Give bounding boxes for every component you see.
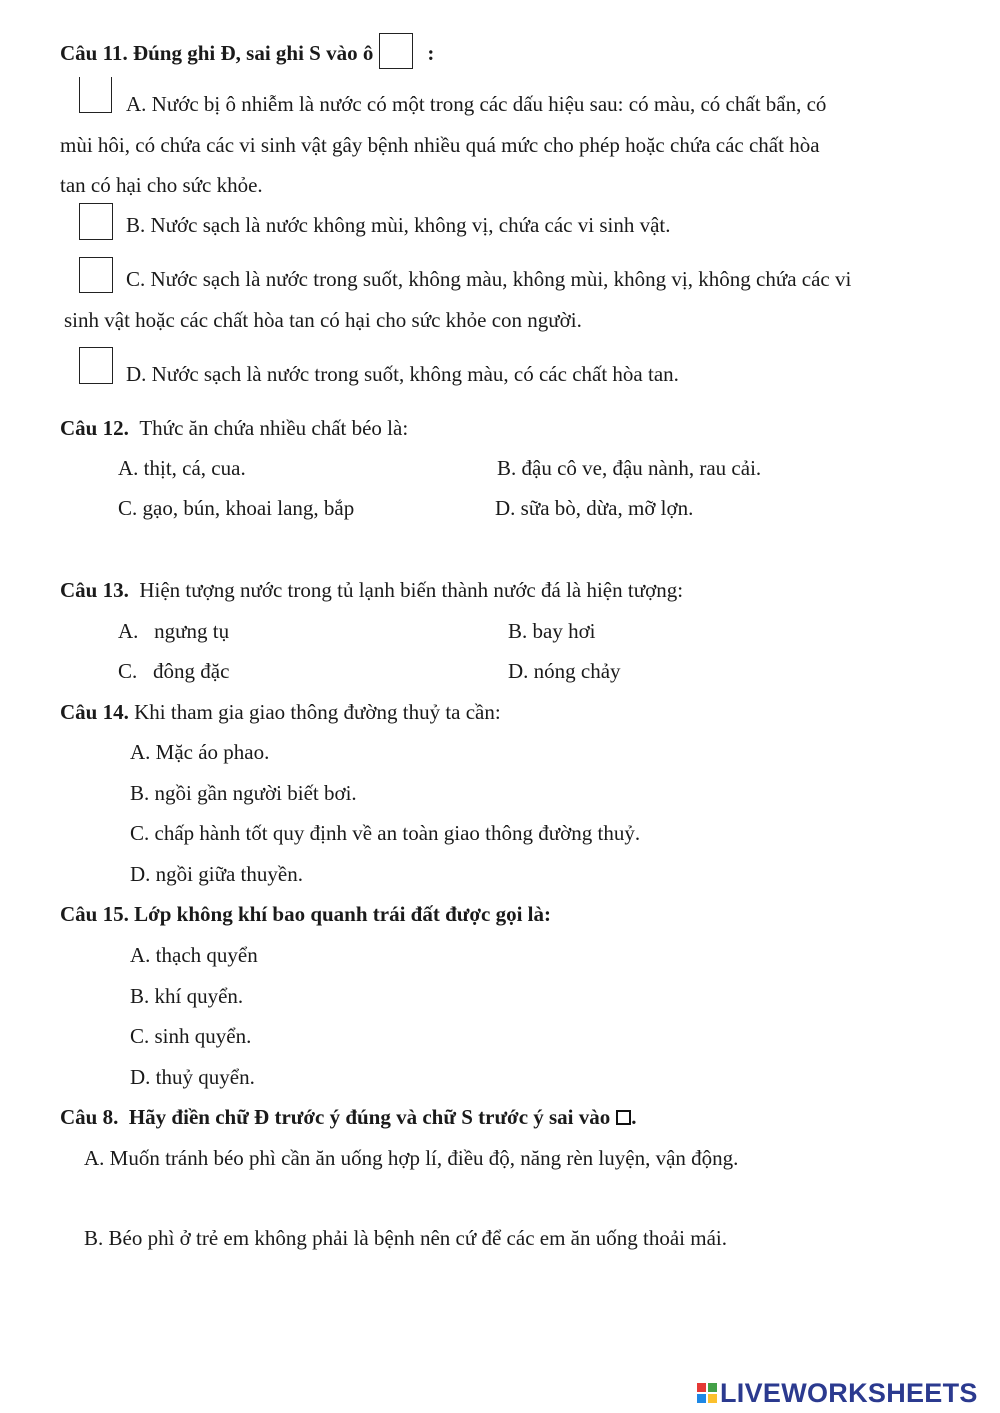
- q12-number: Câu 12.: [60, 416, 129, 440]
- q15-option-a[interactable]: A. thạch quyển: [130, 943, 258, 967]
- q13-question: Hiện tượng nước trong tủ lạnh biến thành nước đá là hiện tượng:: [139, 578, 684, 602]
- checkbox-square-icon: [616, 1110, 631, 1125]
- q15-option-b[interactable]: B. khí quyển.: [130, 984, 244, 1008]
- q13-option-d[interactable]: D. nóng chảy: [508, 659, 621, 683]
- q12-option-a[interactable]: A. thịt, cá, cua.: [118, 456, 246, 480]
- q11-example-box: [379, 33, 413, 69]
- q12-option-d[interactable]: D. sữa bò, dừa, mỡ lợn.: [495, 496, 694, 520]
- q12-heading: [60, 414, 408, 442]
- logo-square-yellow: [708, 1394, 717, 1403]
- q15-heading: Câu 15. Lớp không khí bao quanh trái đất được gọi là:: [60, 902, 551, 926]
- q11-c-line2: sinh vật hoặc các chất hòa tan có hại cho sức khỏe con người.: [64, 308, 582, 332]
- q8-question: Câu 8. Hãy điền chữ Đ trước ý đúng và chữ S trước ý sai vào: [60, 1105, 611, 1129]
- q11-number: Câu 11: [60, 40, 123, 65]
- q13-heading: [60, 576, 683, 604]
- q11-c-answer-box[interactable]: [79, 257, 113, 293]
- q13-option-b[interactable]: B. bay hơi: [508, 619, 596, 643]
- q14-option-d[interactable]: D. ngồi giữa thuyền.: [130, 862, 303, 886]
- q12-option-c[interactable]: C. gạo, bún, khoai lang, bắp: [118, 496, 355, 520]
- q12-option-b[interactable]: B. đậu cô ve, đậu nành, rau cải.: [497, 456, 762, 480]
- q15-option-d[interactable]: D. thuỷ quyển.: [130, 1065, 255, 1089]
- q14-option-a[interactable]: A. Mặc áo phao.: [130, 740, 270, 764]
- q11-heading: [60, 37, 434, 73]
- q11-d-answer-box[interactable]: [79, 347, 113, 384]
- q12-question: Thức ăn chứa nhiều chất béo là:: [139, 416, 409, 440]
- q11-a-answer-box[interactable]: [79, 77, 112, 113]
- q13-option-a[interactable]: A. ngưng tụ: [118, 619, 230, 643]
- q14-number: Câu 14.: [60, 700, 129, 724]
- q14-question: Khi tham gia giao thông đường thuỷ ta cần:: [134, 700, 501, 724]
- q11-b-text: B. Nước sạch là nước không mùi, không vị, chứa các vi sinh vật.: [126, 213, 671, 237]
- q8-heading: [60, 1103, 637, 1131]
- q11-b-answer-box[interactable]: [79, 203, 113, 240]
- q8-statement-b[interactable]: B. Béo phì ở trẻ em không phải là bệnh nên cứ để các em ăn uống thoải mái.: [84, 1226, 727, 1250]
- q13-option-c[interactable]: C. đông đặc: [118, 659, 230, 683]
- q8-statement-a[interactable]: A. Muốn tránh béo phì cần ăn uống hợp lí, điều độ, năng rèn luyện, vận động.: [84, 1146, 739, 1170]
- logo-square-blue: [697, 1394, 706, 1403]
- q11-d-text: D. Nước sạch là nước trong suốt, không màu, có các chất hòa tan.: [126, 362, 679, 386]
- q14-heading: [60, 698, 501, 726]
- liveworksheets-logo-icon: [697, 1383, 717, 1403]
- q11-title: . Đúng ghi Đ, sai ghi S vào ô: [122, 40, 374, 65]
- q11-a-line1: A. Nước bị ô nhiễm là nước có một trong các dấu hiệu sau: có màu, có chất bẩn, có: [126, 92, 827, 116]
- liveworksheets-logo-text: LIVEWORKSHEETS: [720, 1377, 978, 1408]
- liveworksheets-logo: [697, 1378, 978, 1408]
- q11-a-line3: tan có hại cho sức khỏe.: [60, 173, 263, 197]
- q14-option-b[interactable]: B. ngồi gần người biết bơi.: [130, 781, 357, 805]
- q11-colon: :: [427, 40, 435, 65]
- q11-c-line1: C. Nước sạch là nước trong suốt, không màu, không mùi, không vị, không chứa các vi: [126, 267, 852, 291]
- logo-square-green: [708, 1383, 717, 1392]
- q13-number: Câu 13.: [60, 578, 129, 602]
- q14-option-c[interactable]: C. chấp hành tốt quy định về an toàn giao thông đường thuỷ.: [130, 821, 641, 845]
- logo-square-red: [697, 1383, 706, 1392]
- q8-period: .: [631, 1105, 637, 1129]
- q11-a-line2: mùi hôi, có chứa các vi sinh vật gây bệnh nhiều quá mức cho phép hoặc chứa các chất hòa: [60, 133, 820, 157]
- q15-option-c[interactable]: C. sinh quyển.: [130, 1024, 252, 1048]
